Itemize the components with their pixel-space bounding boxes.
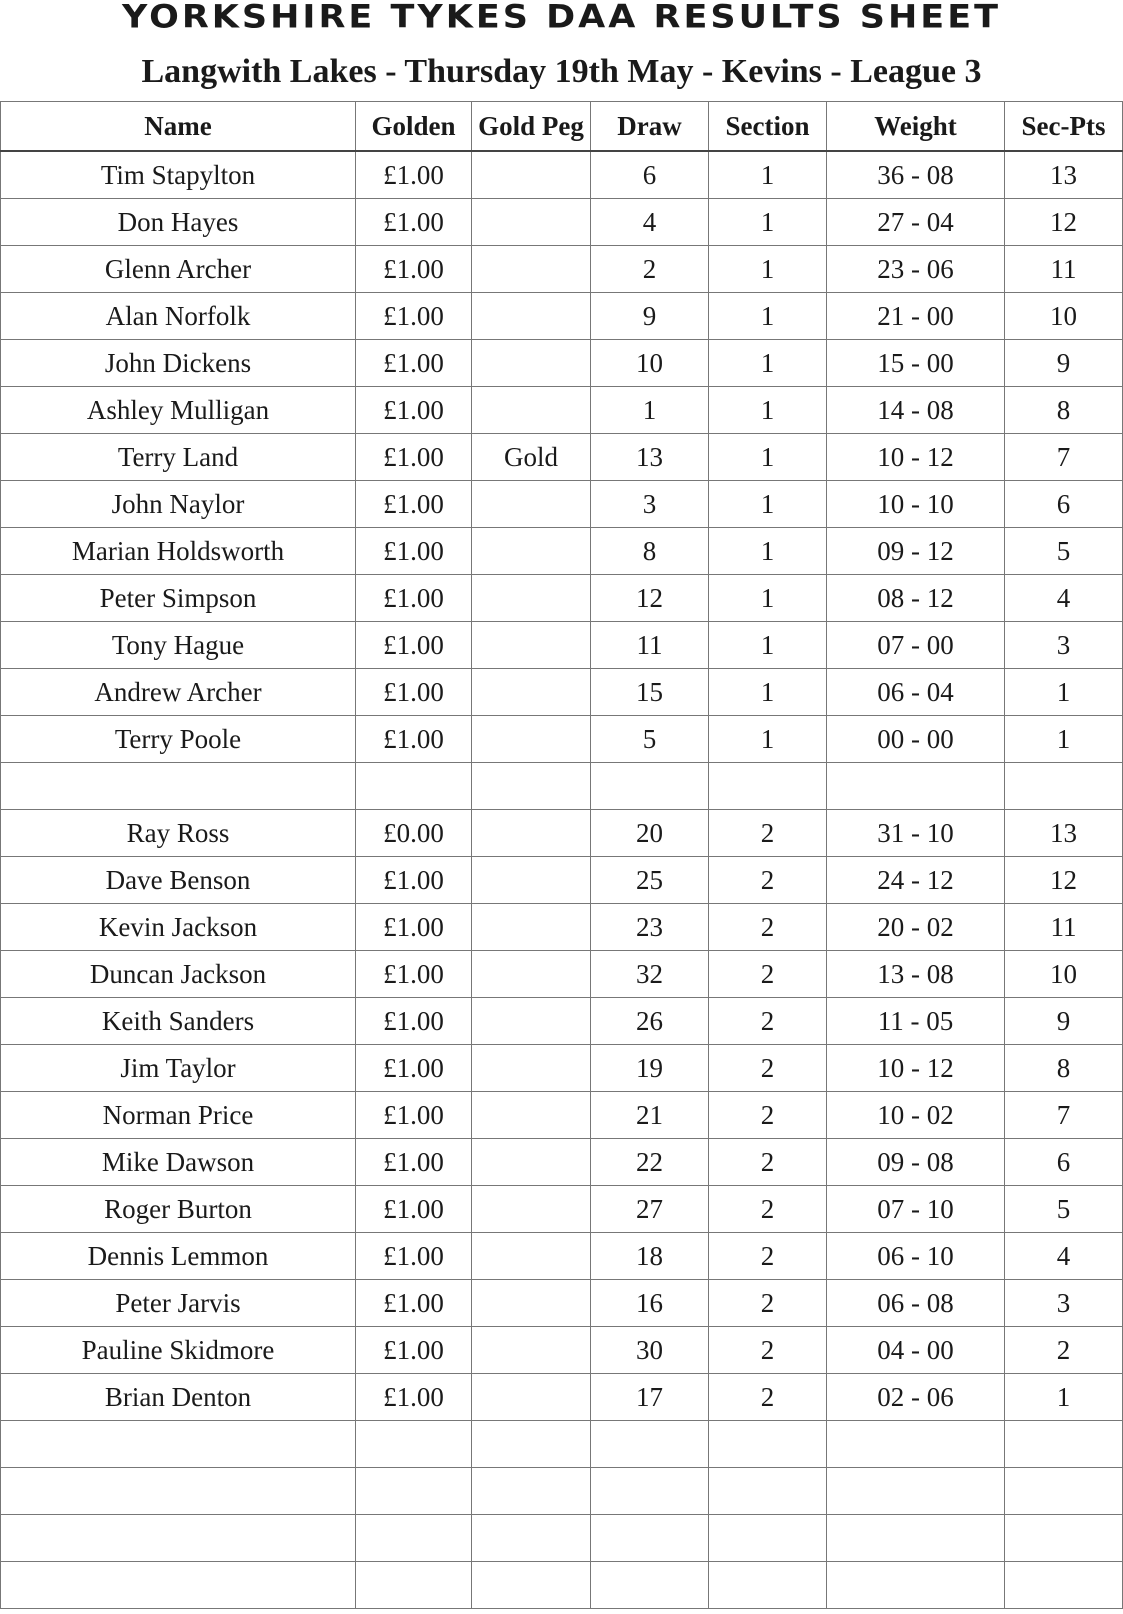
cell-draw: 30 — [591, 1327, 709, 1374]
column-header-sec-pts: Sec-Pts — [1005, 102, 1123, 152]
cell-weight: 20 - 02 — [827, 904, 1005, 951]
cell-name: Marian Holdsworth — [1, 528, 356, 575]
cell-section: 2 — [709, 1092, 827, 1139]
cell-sec-pts: 10 — [1005, 293, 1123, 340]
cell-gold-peg — [472, 1562, 591, 1609]
table-row — [1, 1233, 1123, 1280]
cell-name: Dave Benson — [1, 857, 356, 904]
table-row — [1, 1280, 1123, 1327]
cell-weight: 21 - 00 — [827, 293, 1005, 340]
cell-section: 1 — [709, 199, 827, 246]
cell-weight: 00 - 00 — [827, 716, 1005, 763]
cell-golden: £1.00 — [356, 528, 472, 575]
cell-gold-peg — [472, 1374, 591, 1421]
cell-name: Peter Jarvis — [1, 1280, 356, 1327]
cell-gold-peg — [472, 716, 591, 763]
cell-golden: £1.00 — [356, 669, 472, 716]
cell-golden — [356, 1421, 472, 1468]
column-header-golden: Golden — [356, 102, 472, 152]
cell-name — [1, 1562, 356, 1609]
cell-section: 1 — [709, 716, 827, 763]
cell-gold-peg — [472, 904, 591, 951]
cell-gold-peg — [472, 199, 591, 246]
cell-gold-peg — [472, 481, 591, 528]
cell-sec-pts — [1005, 1515, 1123, 1562]
cell-draw — [591, 1468, 709, 1515]
cell-section: 2 — [709, 998, 827, 1045]
cell-sec-pts: 13 — [1005, 810, 1123, 857]
cell-weight: 36 - 08 — [827, 151, 1005, 199]
cell-section: 1 — [709, 151, 827, 199]
cell-weight: 10 - 12 — [827, 1045, 1005, 1092]
cell-draw — [591, 763, 709, 810]
table-row — [1, 246, 1123, 293]
cell-sec-pts: 5 — [1005, 1186, 1123, 1233]
cell-weight: 06 - 04 — [827, 669, 1005, 716]
cell-sec-pts: 4 — [1005, 575, 1123, 622]
cell-gold-peg — [472, 1515, 591, 1562]
cell-weight — [827, 1515, 1005, 1562]
cell-gold-peg — [472, 1327, 591, 1374]
cell-draw — [591, 1515, 709, 1562]
cell-weight: 15 - 00 — [827, 340, 1005, 387]
cell-draw — [591, 1562, 709, 1609]
table-row — [1, 199, 1123, 246]
cell-section: 2 — [709, 1374, 827, 1421]
cell-draw: 19 — [591, 1045, 709, 1092]
cell-golden: £1.00 — [356, 340, 472, 387]
cell-name: Alan Norfolk — [1, 293, 356, 340]
cell-section — [709, 1515, 827, 1562]
cell-weight: 13 - 08 — [827, 951, 1005, 998]
cell-section — [709, 1562, 827, 1609]
column-header-section: Section — [709, 102, 827, 152]
cell-sec-pts: 1 — [1005, 669, 1123, 716]
cell-name: Jim Taylor — [1, 1045, 356, 1092]
cell-gold-peg: Gold — [472, 434, 591, 481]
cell-section: 2 — [709, 1186, 827, 1233]
cell-name: John Naylor — [1, 481, 356, 528]
cell-sec-pts: 9 — [1005, 998, 1123, 1045]
cell-name: Pauline Skidmore — [1, 1327, 356, 1374]
cell-gold-peg — [472, 293, 591, 340]
cell-name: Don Hayes — [1, 199, 356, 246]
table-row — [1, 810, 1123, 857]
cell-name: Ashley Mulligan — [1, 387, 356, 434]
cell-name — [1, 763, 356, 810]
cell-gold-peg — [472, 1468, 591, 1515]
table-row — [1, 340, 1123, 387]
cell-weight: 10 - 10 — [827, 481, 1005, 528]
cell-section: 1 — [709, 481, 827, 528]
cell-weight — [827, 1468, 1005, 1515]
cell-gold-peg — [472, 1421, 591, 1468]
cell-sec-pts: 4 — [1005, 1233, 1123, 1280]
cell-gold-peg — [472, 340, 591, 387]
table-row — [1, 1045, 1123, 1092]
cell-sec-pts: 6 — [1005, 1139, 1123, 1186]
cell-weight: 10 - 02 — [827, 1092, 1005, 1139]
cell-gold-peg — [472, 951, 591, 998]
cell-section: 1 — [709, 528, 827, 575]
cell-golden: £1.00 — [356, 1280, 472, 1327]
column-header-draw: Draw — [591, 102, 709, 152]
cell-gold-peg — [472, 1092, 591, 1139]
cell-weight: 24 - 12 — [827, 857, 1005, 904]
cell-sec-pts: 8 — [1005, 387, 1123, 434]
cell-draw: 32 — [591, 951, 709, 998]
cell-name: Andrew Archer — [1, 669, 356, 716]
cell-draw: 21 — [591, 1092, 709, 1139]
results-body — [1, 151, 1123, 1609]
cell-section — [709, 1468, 827, 1515]
cell-name: Tony Hague — [1, 622, 356, 669]
cell-golden: £1.00 — [356, 293, 472, 340]
cell-weight — [827, 1421, 1005, 1468]
cell-section: 2 — [709, 810, 827, 857]
table-row — [1, 434, 1123, 481]
cell-gold-peg — [472, 763, 591, 810]
table-row — [1, 481, 1123, 528]
table-row — [1, 716, 1123, 763]
table-row — [1, 1092, 1123, 1139]
cell-weight: 06 - 10 — [827, 1233, 1005, 1280]
cell-draw: 4 — [591, 199, 709, 246]
cell-draw: 22 — [591, 1139, 709, 1186]
cell-sec-pts: 10 — [1005, 951, 1123, 998]
cell-golden — [356, 1468, 472, 1515]
cell-sec-pts: 3 — [1005, 1280, 1123, 1327]
cell-golden — [356, 1515, 472, 1562]
cell-sec-pts: 5 — [1005, 528, 1123, 575]
cell-weight: 23 - 06 — [827, 246, 1005, 293]
cell-golden: £1.00 — [356, 1139, 472, 1186]
cell-golden: £1.00 — [356, 434, 472, 481]
cell-golden: £1.00 — [356, 199, 472, 246]
cell-name: Brian Denton — [1, 1374, 356, 1421]
cell-weight: 10 - 12 — [827, 434, 1005, 481]
cell-weight: 11 - 05 — [827, 998, 1005, 1045]
cell-draw: 12 — [591, 575, 709, 622]
table-row — [1, 1186, 1123, 1233]
table-row — [1, 951, 1123, 998]
cell-weight: 06 - 08 — [827, 1280, 1005, 1327]
cell-sec-pts: 3 — [1005, 622, 1123, 669]
cell-gold-peg — [472, 857, 591, 904]
table-row — [1, 669, 1123, 716]
cell-sec-pts: 9 — [1005, 340, 1123, 387]
table-row — [1, 622, 1123, 669]
cell-golden: £1.00 — [356, 151, 472, 199]
cell-weight — [827, 763, 1005, 810]
cell-sec-pts: 7 — [1005, 434, 1123, 481]
cell-name: John Dickens — [1, 340, 356, 387]
cell-weight: 09 - 08 — [827, 1139, 1005, 1186]
table-row — [1, 1421, 1123, 1468]
cell-gold-peg — [472, 151, 591, 199]
cell-section: 1 — [709, 340, 827, 387]
cell-gold-peg — [472, 1139, 591, 1186]
cell-draw: 27 — [591, 1186, 709, 1233]
table-row — [1, 1468, 1123, 1515]
cell-section: 2 — [709, 904, 827, 951]
cell-draw: 11 — [591, 622, 709, 669]
cell-section: 1 — [709, 387, 827, 434]
table-row — [1, 151, 1123, 199]
cell-gold-peg — [472, 1280, 591, 1327]
cell-golden: £0.00 — [356, 810, 472, 857]
cell-golden: £1.00 — [356, 951, 472, 998]
cell-weight: 04 - 00 — [827, 1327, 1005, 1374]
cell-golden: £1.00 — [356, 481, 472, 528]
cell-weight: 31 - 10 — [827, 810, 1005, 857]
table-row — [1, 387, 1123, 434]
cell-name — [1, 1421, 356, 1468]
cell-draw: 3 — [591, 481, 709, 528]
cell-gold-peg — [472, 1186, 591, 1233]
cell-weight: 14 - 08 — [827, 387, 1005, 434]
table-row — [1, 293, 1123, 340]
table-row — [1, 1374, 1123, 1421]
cell-sec-pts: 11 — [1005, 246, 1123, 293]
cell-sec-pts — [1005, 1468, 1123, 1515]
cell-name: Terry Land — [1, 434, 356, 481]
cell-sec-pts: 6 — [1005, 481, 1123, 528]
cell-draw: 25 — [591, 857, 709, 904]
cell-name: Ray Ross — [1, 810, 356, 857]
cell-weight — [827, 1562, 1005, 1609]
cell-gold-peg — [472, 810, 591, 857]
cell-name: Norman Price — [1, 1092, 356, 1139]
cell-name: Glenn Archer — [1, 246, 356, 293]
cell-name: Roger Burton — [1, 1186, 356, 1233]
cell-section: 2 — [709, 1045, 827, 1092]
cell-sec-pts: 1 — [1005, 716, 1123, 763]
cell-draw: 18 — [591, 1233, 709, 1280]
cell-weight: 02 - 06 — [827, 1374, 1005, 1421]
cell-sec-pts: 13 — [1005, 151, 1123, 199]
cell-sec-pts: 11 — [1005, 904, 1123, 951]
cell-weight: 08 - 12 — [827, 575, 1005, 622]
cell-golden: £1.00 — [356, 1327, 472, 1374]
cell-name: Tim Stapylton — [1, 151, 356, 199]
cell-golden: £1.00 — [356, 857, 472, 904]
sheet-title: YORKSHIRE TYKES DAA RESULTS SHEET — [122, 0, 1001, 36]
cell-name: Dennis Lemmon — [1, 1233, 356, 1280]
cell-sec-pts — [1005, 763, 1123, 810]
cell-gold-peg — [472, 622, 591, 669]
results-table — [0, 101, 1123, 1609]
cell-section — [709, 763, 827, 810]
cell-golden: £1.00 — [356, 246, 472, 293]
cell-gold-peg — [472, 1045, 591, 1092]
cell-section: 1 — [709, 246, 827, 293]
cell-name: Terry Poole — [1, 716, 356, 763]
cell-draw: 5 — [591, 716, 709, 763]
cell-section: 2 — [709, 857, 827, 904]
cell-draw: 16 — [591, 1280, 709, 1327]
cell-draw: 1 — [591, 387, 709, 434]
cell-gold-peg — [472, 998, 591, 1045]
sheet-subtitle: Langwith Lakes - Thursday 19th May - Kevins - League 3 — [141, 53, 982, 90]
cell-weight: 07 - 00 — [827, 622, 1005, 669]
cell-name: Mike Dawson — [1, 1139, 356, 1186]
cell-draw: 17 — [591, 1374, 709, 1421]
cell-weight: 27 - 04 — [827, 199, 1005, 246]
cell-weight: 07 - 10 — [827, 1186, 1005, 1233]
cell-name: Peter Simpson — [1, 575, 356, 622]
cell-draw: 23 — [591, 904, 709, 951]
cell-name — [1, 1468, 356, 1515]
cell-golden: £1.00 — [356, 998, 472, 1045]
column-header-name: Name — [1, 102, 356, 152]
cell-golden: £1.00 — [356, 1374, 472, 1421]
cell-draw: 13 — [591, 434, 709, 481]
cell-section: 2 — [709, 1233, 827, 1280]
table-row — [1, 857, 1123, 904]
cell-golden: £1.00 — [356, 1186, 472, 1233]
cell-golden: £1.00 — [356, 387, 472, 434]
cell-draw: 2 — [591, 246, 709, 293]
cell-section: 1 — [709, 434, 827, 481]
cell-section: 1 — [709, 293, 827, 340]
cell-draw: 6 — [591, 151, 709, 199]
cell-name: Kevin Jackson — [1, 904, 356, 951]
cell-golden: £1.00 — [356, 575, 472, 622]
table-row — [1, 1515, 1123, 1562]
cell-golden: £1.00 — [356, 622, 472, 669]
cell-section: 1 — [709, 669, 827, 716]
cell-golden: £1.00 — [356, 716, 472, 763]
cell-section: 2 — [709, 1139, 827, 1186]
cell-golden: £1.00 — [356, 1045, 472, 1092]
cell-gold-peg — [472, 575, 591, 622]
table-row — [1, 1139, 1123, 1186]
cell-draw: 8 — [591, 528, 709, 575]
cell-section: 2 — [709, 951, 827, 998]
cell-sec-pts: 12 — [1005, 857, 1123, 904]
cell-draw: 9 — [591, 293, 709, 340]
cell-draw — [591, 1421, 709, 1468]
cell-sec-pts — [1005, 1562, 1123, 1609]
cell-sec-pts: 2 — [1005, 1327, 1123, 1374]
cell-gold-peg — [472, 246, 591, 293]
cell-golden: £1.00 — [356, 1092, 472, 1139]
cell-gold-peg — [472, 1233, 591, 1280]
cell-section: 1 — [709, 575, 827, 622]
cell-weight: 09 - 12 — [827, 528, 1005, 575]
cell-golden — [356, 763, 472, 810]
cell-sec-pts — [1005, 1421, 1123, 1468]
table-row — [1, 763, 1123, 810]
column-header-weight: Weight — [827, 102, 1005, 152]
cell-sec-pts: 1 — [1005, 1374, 1123, 1421]
header-row — [1, 102, 1123, 152]
cell-name: Duncan Jackson — [1, 951, 356, 998]
column-header-gold-peg: Gold Peg — [472, 102, 591, 152]
cell-draw: 26 — [591, 998, 709, 1045]
cell-golden: £1.00 — [356, 904, 472, 951]
table-row — [1, 528, 1123, 575]
cell-gold-peg — [472, 669, 591, 716]
table-row — [1, 998, 1123, 1045]
cell-gold-peg — [472, 387, 591, 434]
cell-draw: 15 — [591, 669, 709, 716]
table-row — [1, 1327, 1123, 1374]
table-row — [1, 575, 1123, 622]
cell-sec-pts: 8 — [1005, 1045, 1123, 1092]
cell-section: 2 — [709, 1327, 827, 1374]
table-row — [1, 904, 1123, 951]
cell-name: Keith Sanders — [1, 998, 356, 1045]
cell-section — [709, 1421, 827, 1468]
cell-section: 2 — [709, 1280, 827, 1327]
cell-section: 1 — [709, 622, 827, 669]
cell-sec-pts: 7 — [1005, 1092, 1123, 1139]
cell-golden: £1.00 — [356, 1233, 472, 1280]
cell-draw: 10 — [591, 340, 709, 387]
cell-name — [1, 1515, 356, 1562]
cell-gold-peg — [472, 528, 591, 575]
table-row — [1, 1562, 1123, 1609]
cell-golden — [356, 1562, 472, 1609]
cell-sec-pts: 12 — [1005, 199, 1123, 246]
cell-draw: 20 — [591, 810, 709, 857]
